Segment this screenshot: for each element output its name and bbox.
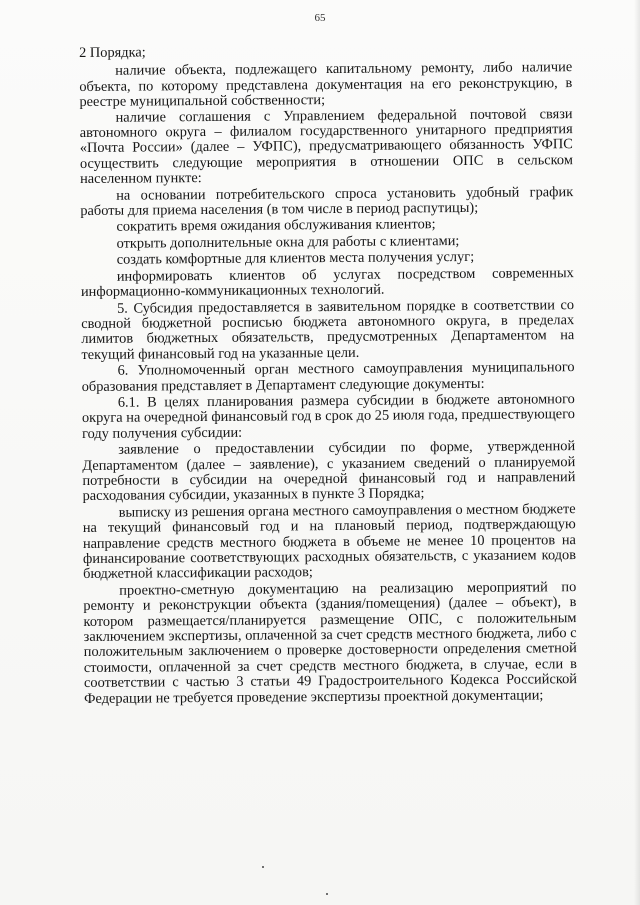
paragraph: наличие объекта, подлежащего капитальному ремонту, либо наличие объекта, по которому представлена документация на его реконструкцию, в реестре муниципальной собственности; xyxy=(79,59,573,111)
paragraph: проектно-сметную документацию на реализацию мероприятий по ремонту и реконструкции объекта (здания/помещения) (далее – объект), в котором размещается/планируется размещение ОПС, с положительным заключением экспертизы, оплаченной за счет средств местного бюджета, либо с положительным заключением о проверке достоверности определения сметной стоимости, оплаченной за счет средств местного бюджета, в случае, если в соответствии с частью 3 статьи 49 Градостроительного Кодекса Российской Федерации не требуется проведение экспертизы проектной документации; xyxy=(83,578,578,707)
paragraph: сократить время ожидания обслуживания клиентов; xyxy=(116,216,436,236)
paragraph-item-6: 6. Уполномоченный орган местного самоуправления муниципального образования представляет в Департамент следующие документы: xyxy=(81,359,575,395)
document-body xyxy=(79,42,577,707)
paragraph: наличие соглашения с Управлением федеральной почтовой связи автономного округа – филиалом государственного унитарного предприятия «Почта России» (далее – УФПС), предусматривающего обязанность УФПС осуществить следующие мероприятия в отношении ОПС в сельском населенном пункте: xyxy=(79,105,573,188)
paragraph: создать комфортные для клиентов места получения услуг; xyxy=(116,249,475,268)
paragraph: заявление о предоставлении субсидии по форме, утвержденной Департаментом (далее – заявление), с указанием сведений о планируемой потребности в субсидии на очередной финансовый год и направлений расходования субсидии, указанных в пункте 3 Порядка; xyxy=(82,438,576,505)
paragraph-item-6-1: 6.1. В целях планирования размера субсидии в бюджете автономного округа на очередной финансовый год в срок до 25 июля года, предшествующего году получения субсидии: xyxy=(81,391,575,442)
scan-speck xyxy=(262,866,264,868)
paragraph: выписку из решения органа местного самоуправления о местном бюджете на текущий финансовый год и на плановый период, подтверждающую направление средств местного бюджета в объеме не менее 10 процентов на финансирование соответствующих расходных обязательств, с указанием кодов бюджетной классификации расходов; xyxy=(82,500,577,583)
paragraph: на основании потребительского спроса установить удобный график работы для приема населения (в том числе в период распутицы); xyxy=(80,183,574,220)
paragraph-continuation: 2 Порядка; xyxy=(78,44,146,61)
paragraph-item-5: 5. Субсидия предоставляется в заявительном порядке в соответствии со сводной бюджетной росписью бюджета автономного округа, в пределах лимитов бюджетных обязательств, предусмотренных Департаментом на текущий финансовый год на указанные цели. xyxy=(81,296,575,363)
paragraph: открыть дополнительные окна для работы с клиентами; xyxy=(116,232,460,252)
page-number: 65 xyxy=(314,12,326,24)
page-edge-shadow xyxy=(634,0,640,905)
scan-speck xyxy=(326,893,328,895)
paragraph: информировать клиентов об услугах посредством современных информационно-коммуникационных технологий. xyxy=(80,264,574,301)
